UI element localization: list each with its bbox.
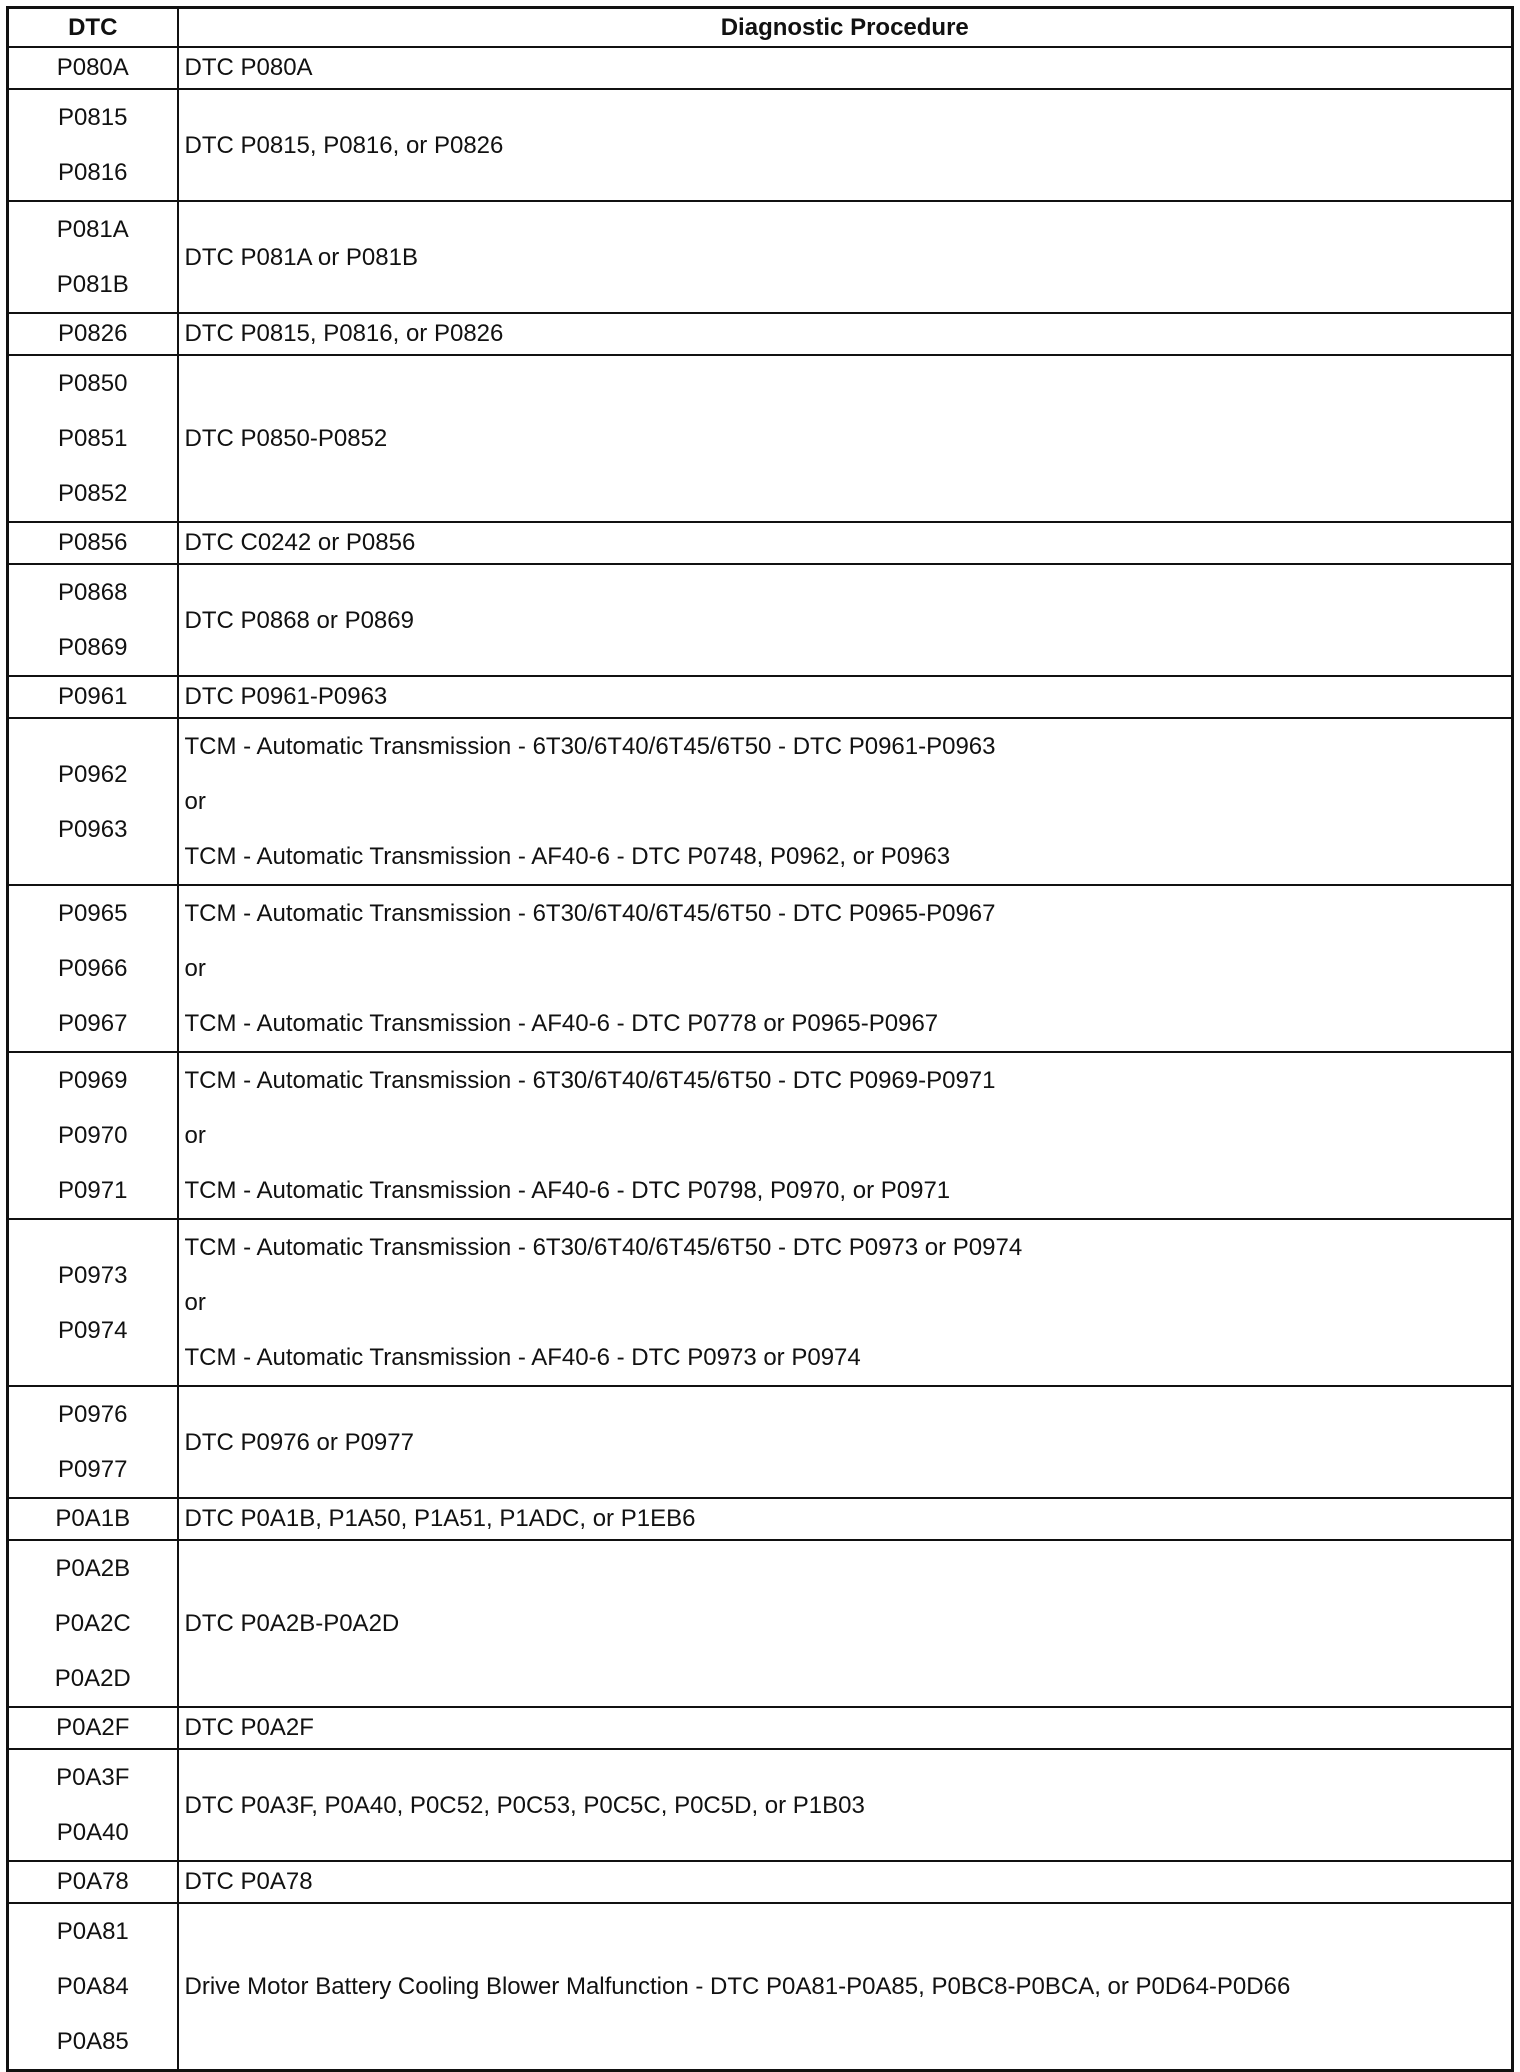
dtc-code: P0A2D	[54, 1665, 131, 1692]
table-row	[8, 1386, 1513, 1498]
diagnostic-procedure-text: DTC P0850-P0852	[184, 425, 388, 452]
dtc-code: P0A2C	[54, 1610, 131, 1637]
dtc-code: P081B	[56, 271, 129, 298]
dtc-code-cell	[8, 522, 178, 564]
dtc-code-cell	[8, 1052, 178, 1219]
dtc-procedure-table	[6, 6, 1514, 2072]
diagnostic-procedure-cell	[178, 522, 1513, 564]
dtc-code-cell	[8, 355, 178, 522]
diagnostic-procedure-cell	[178, 1386, 1513, 1498]
dtc-code-cell	[8, 89, 178, 201]
dtc-code: P0851	[58, 425, 128, 452]
diagnostic-procedure-cell	[178, 564, 1513, 676]
dtc-code: P0856	[58, 529, 128, 556]
table-row	[8, 47, 1513, 89]
diagnostic-procedure-text: DTC P0A2B-P0A2D	[184, 1610, 400, 1637]
diagnostic-procedure-cell	[178, 201, 1513, 313]
dtc-code: P0850	[58, 370, 128, 397]
diagnostic-procedure-text: DTC P0A1B, P1A50, P1A51, P1ADC, or P1EB6	[184, 1505, 696, 1532]
dtc-code-cell	[8, 885, 178, 1052]
table-row	[8, 676, 1513, 718]
diagnostic-procedure-text: TCM - Automatic Transmission - AF40-6 - DTC P0798, P0970, or P0971	[184, 1177, 951, 1204]
dtc-code: P0A3F	[56, 1764, 130, 1791]
diagnostic-procedure-cell	[178, 1052, 1513, 1219]
table-header-row	[8, 8, 1513, 48]
dtc-code: P0967	[58, 1010, 128, 1037]
diagnostic-procedure-text: DTC P0815, P0816, or P0826	[184, 131, 504, 159]
dtc-code: P081A	[56, 216, 129, 243]
diagnostic-procedure-text: TCM - Automatic Transmission - 6T30/6T40/6T45/6T50 - DTC P0961-P0963	[184, 733, 996, 760]
dtc-code-cell	[8, 1540, 178, 1707]
table-row	[8, 201, 1513, 313]
diagnostic-procedure-cell	[178, 1749, 1513, 1861]
table-row	[8, 1707, 1513, 1749]
dtc-code-cell	[8, 1219, 178, 1386]
dtc-code: P0970	[58, 1122, 128, 1149]
header-dtc: DTC	[8, 8, 178, 48]
dtc-code: P0961	[58, 683, 128, 710]
diagnostic-procedure-text: or	[184, 955, 206, 982]
table-row	[8, 1749, 1513, 1861]
dtc-code-cell	[8, 676, 178, 718]
diagnostic-procedure-cell	[178, 1540, 1513, 1707]
diagnostic-procedure-cell	[178, 1707, 1513, 1749]
diagnostic-procedure-text: DTC P0A2F	[184, 1714, 314, 1741]
dtc-code: P0816	[58, 159, 128, 186]
dtc-code: P0A84	[56, 1973, 129, 2000]
diagnostic-procedure-text: DTC P0976 or P0977	[184, 1428, 414, 1456]
diagnostic-procedure-text: or	[184, 788, 206, 815]
dtc-code: P0A1B	[55, 1505, 131, 1532]
diagnostic-procedure-text: DTC P081A or P081B	[184, 243, 418, 271]
diagnostic-procedure-text: or	[184, 1289, 206, 1316]
dtc-code-cell	[8, 1903, 178, 2071]
table-row	[8, 1540, 1513, 1707]
dtc-code: P0969	[58, 1067, 128, 1094]
diagnostic-procedure-text: Drive Motor Battery Cooling Blower Malfunction - DTC P0A81-P0A85, P0BC8-P0BCA, or P0D64-P0D66	[184, 1973, 1291, 2000]
dtc-code: P0869	[58, 634, 128, 661]
dtc-code-cell	[8, 564, 178, 676]
diagnostic-procedure-text: DTC P0961-P0963	[184, 683, 388, 710]
dtc-code-cell	[8, 1861, 178, 1903]
dtc-code: P0852	[58, 480, 128, 507]
diagnostic-procedure-text: TCM - Automatic Transmission - 6T30/6T40/6T45/6T50 - DTC P0965-P0967	[184, 900, 996, 927]
dtc-code: P0974	[58, 1316, 128, 1344]
dtc-code: P0962	[58, 760, 128, 788]
dtc-code: P0977	[58, 1456, 128, 1483]
diagnostic-procedure-cell	[178, 1498, 1513, 1540]
dtc-code: P0976	[58, 1401, 128, 1428]
diagnostic-procedure-cell	[178, 885, 1513, 1052]
dtc-code-cell	[8, 313, 178, 355]
diagnostic-procedure-cell	[178, 1903, 1513, 2071]
table-row	[8, 885, 1513, 1052]
dtc-code: P0815	[58, 104, 128, 131]
diagnostic-procedure-cell	[178, 313, 1513, 355]
dtc-code: P0868	[58, 579, 128, 606]
dtc-code-cell	[8, 1498, 178, 1540]
dtc-code: P080A	[56, 54, 129, 81]
diagnostic-procedure-cell	[178, 718, 1513, 885]
dtc-code-cell	[8, 1749, 178, 1861]
diagnostic-procedure-cell	[178, 89, 1513, 201]
diagnostic-procedure-text: DTC P0815, P0816, or P0826	[184, 320, 504, 347]
diagnostic-procedure-text: TCM - Automatic Transmission - AF40-6 - DTC P0973 or P0974	[184, 1344, 861, 1371]
diagnostic-procedure-text: DTC P0868 or P0869	[184, 606, 414, 634]
table-row	[8, 355, 1513, 522]
diagnostic-procedure-cell	[178, 47, 1513, 89]
dtc-code: P0A78	[56, 1868, 129, 1895]
dtc-code: P0966	[58, 955, 128, 982]
diagnostic-procedure-text: DTC P0A3F, P0A40, P0C52, P0C53, P0C5C, P0C5D, or P1B03	[184, 1791, 865, 1819]
diagnostic-procedure-cell	[178, 1861, 1513, 1903]
diagnostic-procedure-cell	[178, 355, 1513, 522]
diagnostic-procedure-cell	[178, 1219, 1513, 1386]
dtc-code-cell	[8, 718, 178, 885]
header-diagnostic-procedure: Diagnostic Procedure	[178, 8, 1513, 48]
table-row	[8, 1861, 1513, 1903]
dtc-code: P0A81	[56, 1918, 129, 1945]
diagnostic-procedure-text: TCM - Automatic Transmission - AF40-6 - DTC P0748, P0962, or P0963	[184, 843, 951, 870]
dtc-code: P0A2F	[56, 1714, 130, 1741]
dtc-code-cell	[8, 1707, 178, 1749]
dtc-code-cell	[8, 201, 178, 313]
diagnostic-procedure-cell	[178, 676, 1513, 718]
dtc-code: P0A85	[56, 2028, 129, 2055]
dtc-code: P0963	[58, 815, 128, 843]
diagnostic-procedure-text: DTC P080A	[184, 54, 313, 81]
dtc-code: P0965	[58, 900, 128, 927]
diagnostic-procedure-text: or	[184, 1122, 206, 1149]
dtc-code-cell	[8, 47, 178, 89]
dtc-code: P0A2B	[55, 1555, 131, 1582]
table-row	[8, 718, 1513, 885]
diagnostic-procedure-text: TCM - Automatic Transmission - AF40-6 - DTC P0778 or P0965-P0967	[184, 1010, 939, 1037]
diagnostic-procedure-text: TCM - Automatic Transmission - 6T30/6T40/6T45/6T50 - DTC P0969-P0971	[184, 1067, 996, 1094]
table-row	[8, 1903, 1513, 2071]
diagnostic-procedure-text: DTC C0242 or P0856	[184, 529, 416, 556]
table-body	[8, 47, 1513, 2071]
dtc-code: P0A40	[56, 1819, 129, 1846]
diagnostic-procedure-text: DTC P0A78	[184, 1868, 313, 1895]
table-row	[8, 1498, 1513, 1540]
table-row	[8, 1219, 1513, 1386]
dtc-code: P0971	[58, 1177, 128, 1204]
dtc-code-cell	[8, 1386, 178, 1498]
table-row	[8, 89, 1513, 201]
dtc-code: P0826	[58, 320, 128, 347]
table-row	[8, 522, 1513, 564]
diagnostic-procedure-text: TCM - Automatic Transmission - 6T30/6T40/6T45/6T50 - DTC P0973 or P0974	[184, 1234, 1023, 1261]
table-row	[8, 1052, 1513, 1219]
table-row	[8, 313, 1513, 355]
dtc-code: P0973	[58, 1261, 128, 1289]
table-row	[8, 564, 1513, 676]
